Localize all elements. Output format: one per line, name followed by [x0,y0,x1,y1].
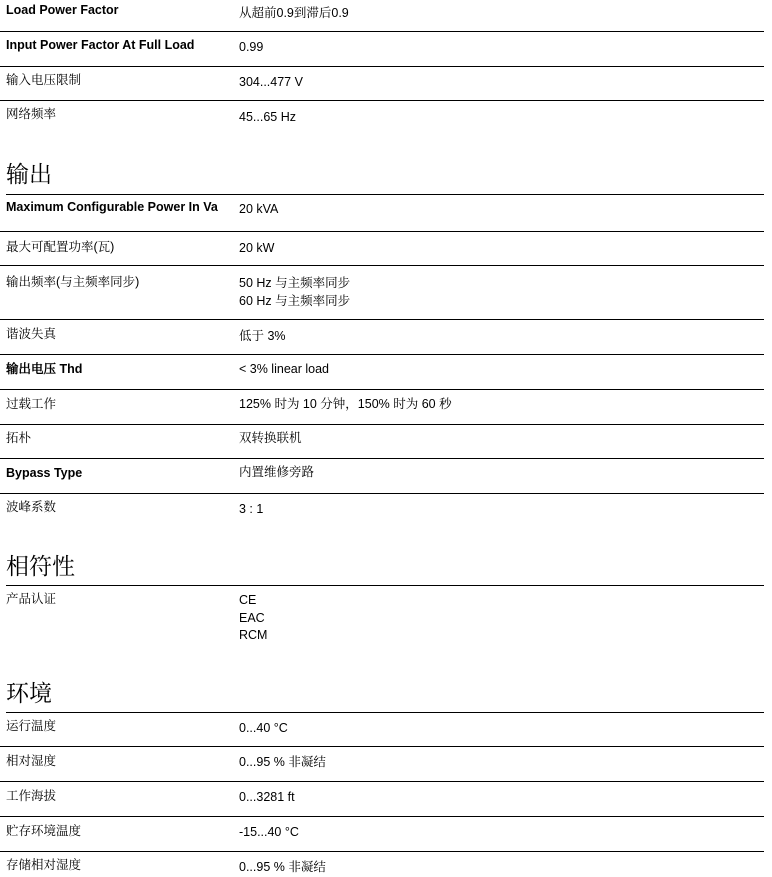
spec-label: 过载工作 [6,397,57,411]
spec-value [239,501,263,519]
spec-value [239,109,296,127]
section-title-environment: 环境 [6,679,764,713]
spec-label: Bypass Type [6,466,83,480]
spec-row-overload-operation [0,397,764,425]
spec-value-line: 50 Hz 与主频率同步 [239,276,351,290]
spec-label: 贮存环境温度 [6,824,82,838]
spec-value [239,464,314,482]
spec-value-line: -15...40 °C [239,825,299,839]
spec-value-line: < 3% linear load [239,362,329,376]
spec-value [239,240,274,258]
spec-value-line: 3 : 1 [239,502,264,516]
spec-value [239,5,349,23]
spec-label: 最大可配置功率(瓦) [6,240,115,254]
spec-row-relative-humidity [0,754,764,782]
spec-row-storage-humidity [0,858,764,876]
spec-value-line: 20 kW [239,241,275,255]
spec-value [239,275,350,310]
spec-row-operating-altitude [0,789,764,817]
spec-value [239,859,326,877]
spec-value-line: 0...3281 ft [239,790,295,804]
spec-value-line: 低于 3% [239,329,286,343]
spec-row-operating-temperature [0,719,764,747]
spec-value-line: 0.99 [239,40,264,54]
spec-value-line: 20 kVA [239,202,279,216]
spec-value-line: RCM [239,628,268,642]
spec-label: Maximum Configurable Power In Va [6,200,218,214]
spec-label: 运行温度 [6,719,57,733]
spec-value-line: 0...40 °C [239,721,288,735]
spec-row-bypass-type [0,466,764,494]
spec-value [239,789,295,807]
spec-value [239,720,288,738]
spec-row-load-power-factor [0,3,764,32]
spec-row-harmonic-distortion [0,327,764,355]
spec-value-line: 60 Hz 与主频率同步 [239,293,351,308]
spec-label: 输出电压 Thd [6,362,83,376]
spec-label: 波峰系数 [6,500,57,514]
spec-label: 拓朴 [6,431,32,445]
spec-label: 相对湿度 [6,754,57,768]
section-title-output: 输出 [6,160,764,195]
spec-label: 网络频率 [6,107,57,121]
section-title-compliance: 相符性 [6,552,764,586]
spec-value [239,592,267,645]
spec-value [239,754,326,772]
spec-value-line: 双转换联机 [239,431,302,445]
spec-value-line: 内置维修旁路 [239,465,315,479]
spec-value-line: 0...95 % 非凝结 [239,860,326,874]
spec-label: 存储相对湿度 [6,858,82,872]
spec-row-input-voltage-limits [0,73,764,101]
spec-row-network-frequency [0,107,764,132]
spec-row-topology [0,431,764,459]
spec-value-line: 125% 时为 10 分钟，150% 时为 60 秒 [239,397,452,411]
spec-row-crest-factor [0,500,764,525]
spec-value [239,396,452,414]
spec-value-line: EAC [239,610,265,625]
spec-row-output-voltage-thd [0,362,764,390]
spec-label: 工作海拔 [6,789,57,803]
spec-row-storage-temperature [0,824,764,852]
spec-row-max-configurable-va [0,200,764,232]
spec-value-line: 从超前0.9到滞后0.9 [239,6,349,20]
spec-value [239,39,263,57]
spec-value-line: CE [239,593,257,607]
spec-value [239,74,303,92]
spec-value-line: 0...95 % 非凝结 [239,755,326,769]
spec-value [239,824,299,842]
spec-value-line: 45...65 Hz [239,110,296,124]
spec-label: Load Power Factor [6,3,119,17]
spec-row-product-certifications [0,592,764,647]
spec-label: Input Power Factor At Full Load [6,38,195,52]
spec-row-output-frequency [0,275,764,320]
spec-value [239,328,286,346]
spec-label: 输出频率(与主频率同步) [6,275,140,289]
spec-value-line: 304...477 V [239,75,303,89]
spec-value [239,201,278,219]
spec-label: 输入电压限制 [6,73,82,87]
spec-row-max-configurable-watts [0,240,764,266]
spec-value [239,430,302,448]
spec-value [239,361,329,379]
spec-label: 谐波失真 [6,327,57,341]
spec-label: 产品认证 [6,592,57,606]
spec-row-input-power-factor [0,38,764,67]
